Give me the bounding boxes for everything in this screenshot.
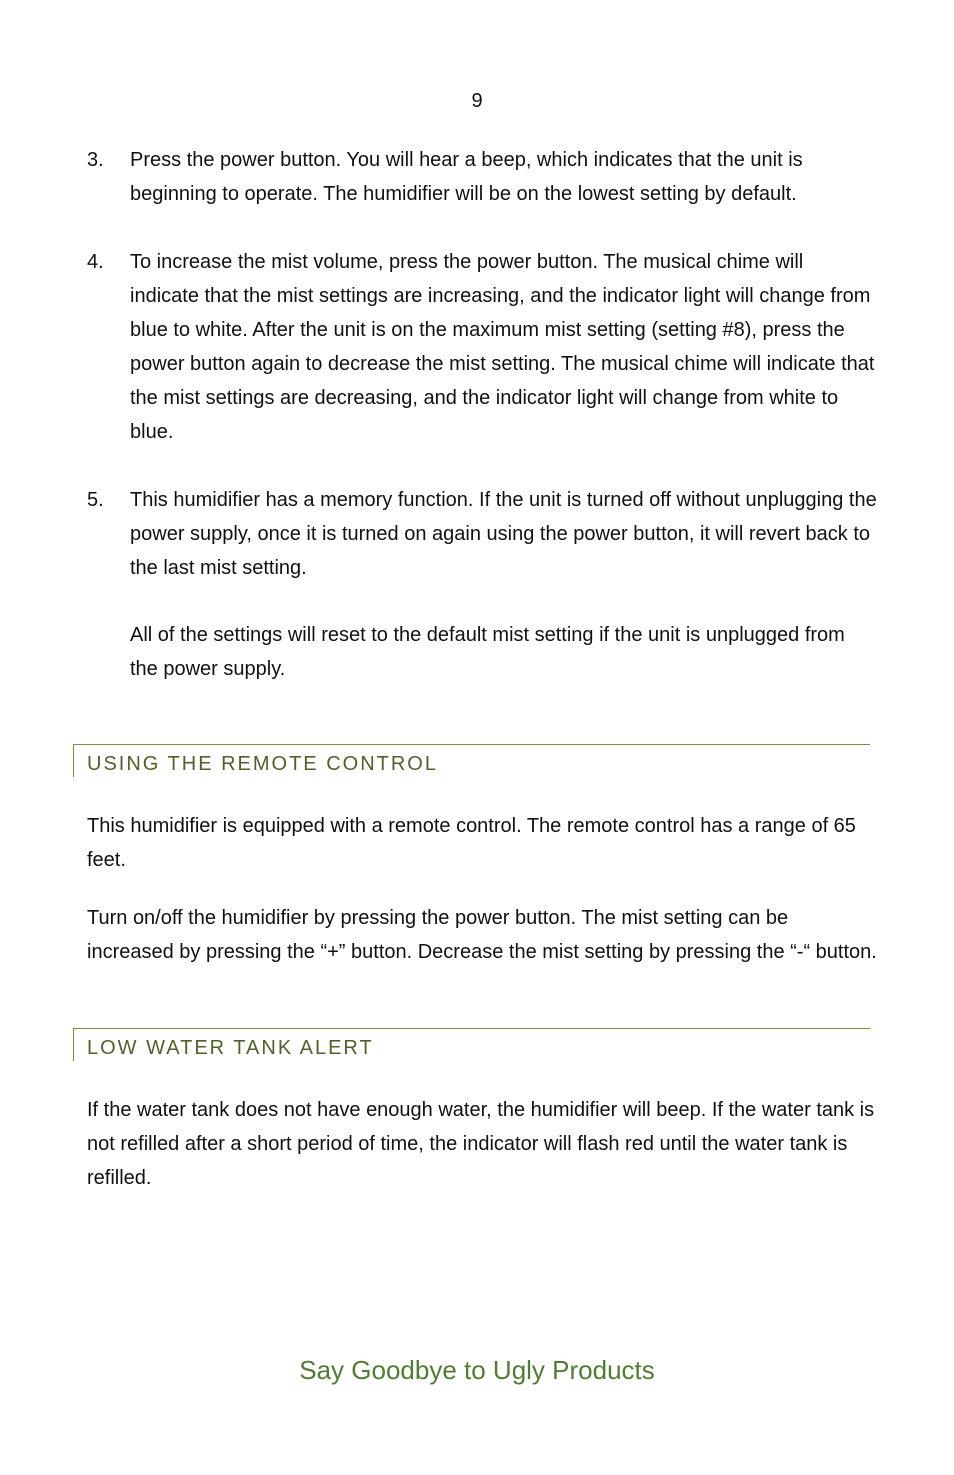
list-item-text: To increase the mist volume, press the power button. The musical chime will indicate that the mist settings are increasing, and the indicator light will change from blue to white. After the unit is on the maximum mist setting (setting #8), press the power button again to decrease the mist setting. The musical chime will indicate that the mist settings are decreasing, and the indicator light will change from white to blue. [130,251,875,443]
list-item-number: 3. [87,149,104,171]
section-body-remote-control [87,809,877,969]
page-number: 9 [471,90,483,112]
section-heading-remote-control [73,744,870,777]
list-item-number: 5. [87,489,104,511]
list-item [87,143,877,211]
section-heading-text: LOW WATER TANK ALERT [87,1037,374,1059]
list-item [87,483,877,686]
paragraph: If the water tank does not have enough water, the humidifier will beep. If the water tank is not refilled after a short period of time, the indicator will flash red until the water tank is refilled. [87,1099,875,1189]
list-item [87,245,877,449]
list-item-text: This humidifier has a memory function. If the unit is turned off without unplugging the power supply, once it is turned on again using the power button, it will revert back to the last mist setting. [130,489,877,579]
section-heading-low-water [73,1028,870,1061]
paragraph: Turn on/off the humidifier by pressing the power button. The mist setting can be increased by pressing the “+” button. Decrease the mist setting by pressing the “-“ button. [87,907,877,963]
instruction-list [87,143,877,686]
paragraph: This humidifier is equipped with a remote control. The remote control has a range of 65 feet. [87,815,856,871]
list-item-number: 4. [87,251,104,273]
footer-tagline: Say Goodbye to Ugly Products [299,1355,655,1385]
list-item-note: All of the settings will reset to the default mist setting if the unit is unplugged from the power supply. [130,624,845,680]
section-heading-text: USING THE REMOTE CONTROL [87,753,438,775]
section-body-low-water [87,1093,877,1195]
list-item-text: Press the power button. You will hear a beep, which indicates that the unit is beginning to operate. The humidifier will be on the lowest setting by default. [130,149,803,205]
